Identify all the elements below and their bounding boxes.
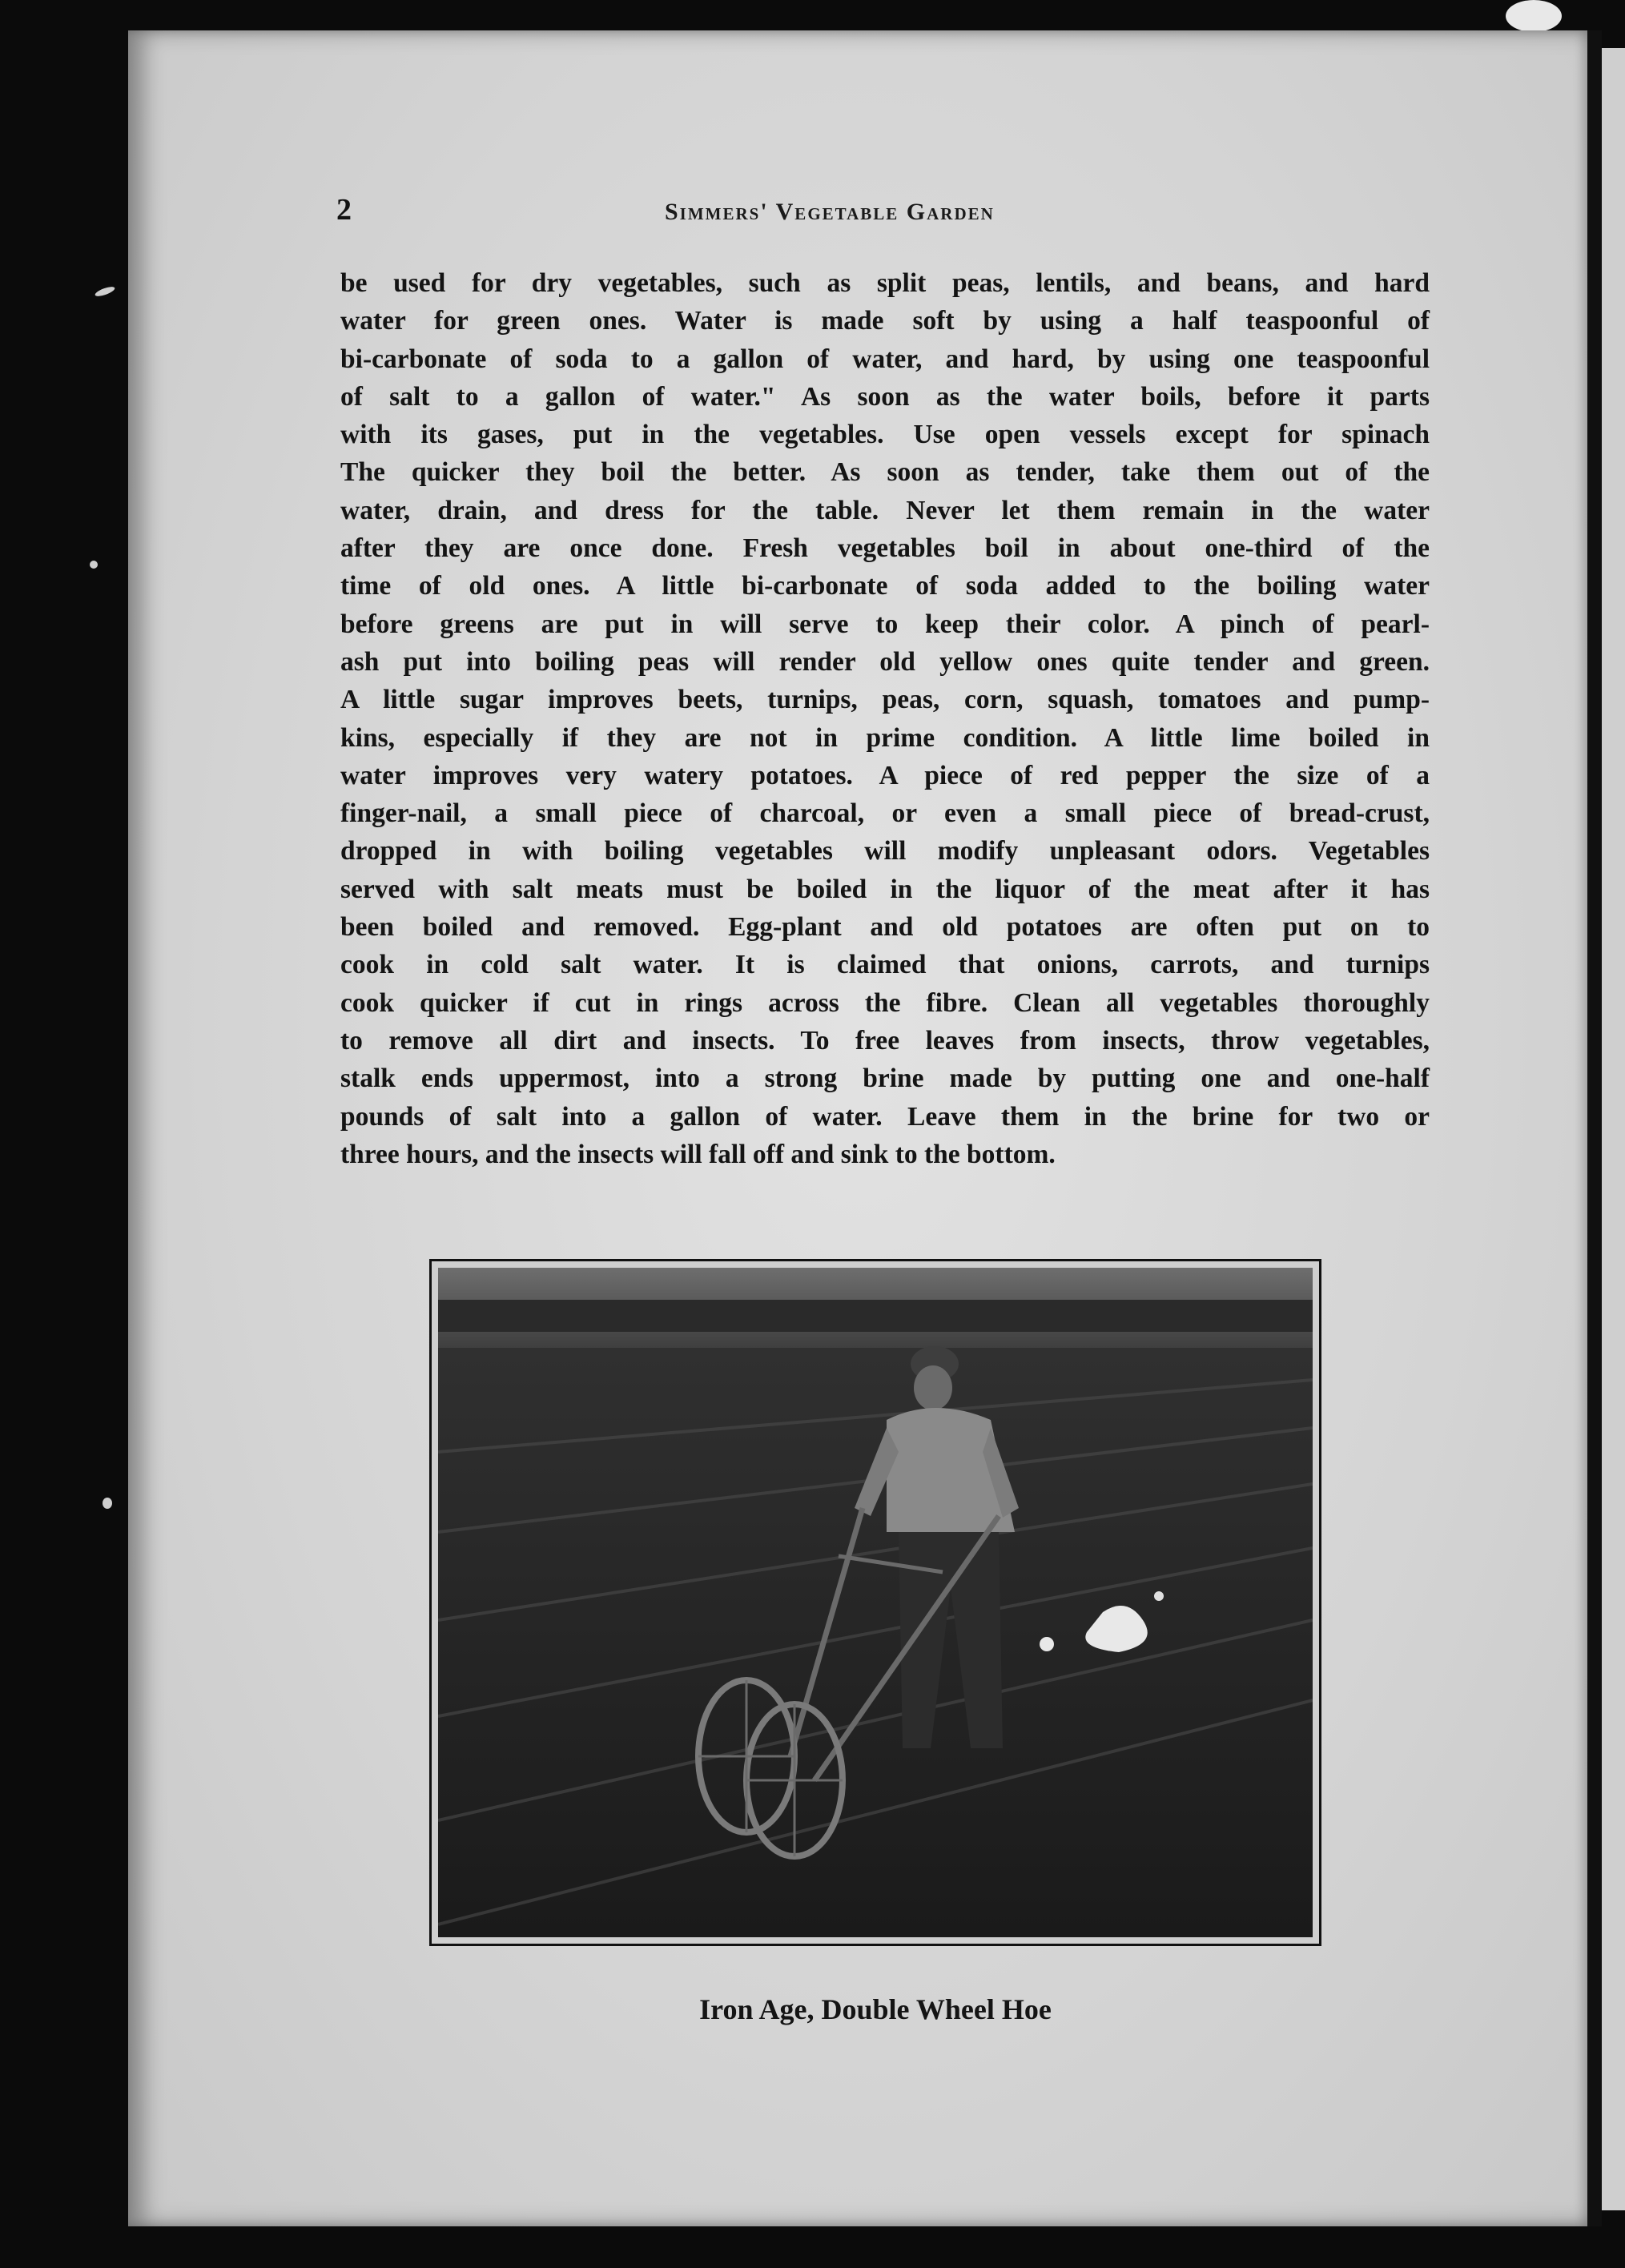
running-title: Simmers' Vegetable Garden <box>665 199 995 225</box>
text-line: water for green ones. Water is made soft by using a half teaspoonful of <box>340 306 1430 336</box>
text-line: The quicker they boil the better. As soon as tender, take them out of the <box>340 457 1430 488</box>
text-line: A little sugar improves beets, turnips, peas, corn, squash, tomatoes and pump- <box>340 685 1430 715</box>
scan-speck <box>103 1498 112 1509</box>
text-line: water improves very watery potatoes. A piece of red pepper the size of a <box>340 760 1430 790</box>
text-line: been boiled and removed. Egg-plant and old potatoes are often put on to <box>340 912 1430 943</box>
text-line: three hours, and the insects will fall off and sink to the bottom. <box>340 1139 1056 1169</box>
text-line: with its gases, put in the vegetables. Use open vessels except for spinach <box>340 420 1430 450</box>
text-line: dropped in with boiling vegetables will modify unpleasant odors. Vegetables <box>340 836 1430 867</box>
scan-speck <box>94 285 115 298</box>
text-line: cook in cold salt water. It is claimed that onions, carrots, and turnips <box>340 950 1430 980</box>
page-number: 2 <box>336 193 352 227</box>
text-line: cook quicker if cut in rings across the fibre. Clean all vegetables thoroughly <box>340 987 1430 1018</box>
body-text <box>340 264 1430 1173</box>
text-line: of salt to a gallon of water." As soon as the water boils, before it parts <box>340 381 1430 412</box>
text-line: bi-carbonate of soda to a gallon of water, and hard, by using one teaspoonful <box>340 344 1430 374</box>
page-gutter <box>1587 30 1602 2226</box>
adjacent-page-edge <box>1602 48 1625 2210</box>
text-line: to remove all dirt and insects. To free leaves from insects, throw vegetables, <box>340 1025 1430 1056</box>
figure-frame <box>429 1259 1321 1946</box>
text-line: stalk ends uppermost, into a strong brine made by putting one and one-half <box>340 1064 1430 1094</box>
scan-speck <box>1506 0 1562 32</box>
photo-man-with-wheel-hoe <box>438 1268 1313 1937</box>
text-line: water, drain, and dress for the table. Never let them remain in the water <box>340 495 1430 525</box>
text-line: pounds of salt into a gallon of water. Leave them in the brine for two or <box>340 1101 1430 1132</box>
text-line: before greens are put in will serve to keep their color. A pinch of pearl- <box>340 609 1430 639</box>
text-line: finger-nail, a small piece of charcoal, or even a small piece of bread-crust, <box>340 798 1430 829</box>
page-header <box>336 192 1137 240</box>
text-line: served with salt meats must be boiled in the liquor of the meat after it has <box>340 874 1430 904</box>
text-line: ash put into boiling peas will render old yellow ones quite tender and green. <box>340 646 1430 677</box>
figure-caption: Iron Age, Double Wheel Hoe <box>699 1993 1052 2025</box>
text-line: be used for dry vegetables, such as split peas, lentils, and beans, and hard <box>340 268 1430 298</box>
text-line: time of old ones. A little bi-carbonate of soda added to the boiling water <box>340 571 1430 601</box>
text-line: kins, especially if they are not in prime condition. A little lime boiled in <box>340 722 1430 753</box>
scan-speck <box>90 561 98 569</box>
text-line: after they are once done. Fresh vegetables boil in about one-third of the <box>340 533 1430 564</box>
